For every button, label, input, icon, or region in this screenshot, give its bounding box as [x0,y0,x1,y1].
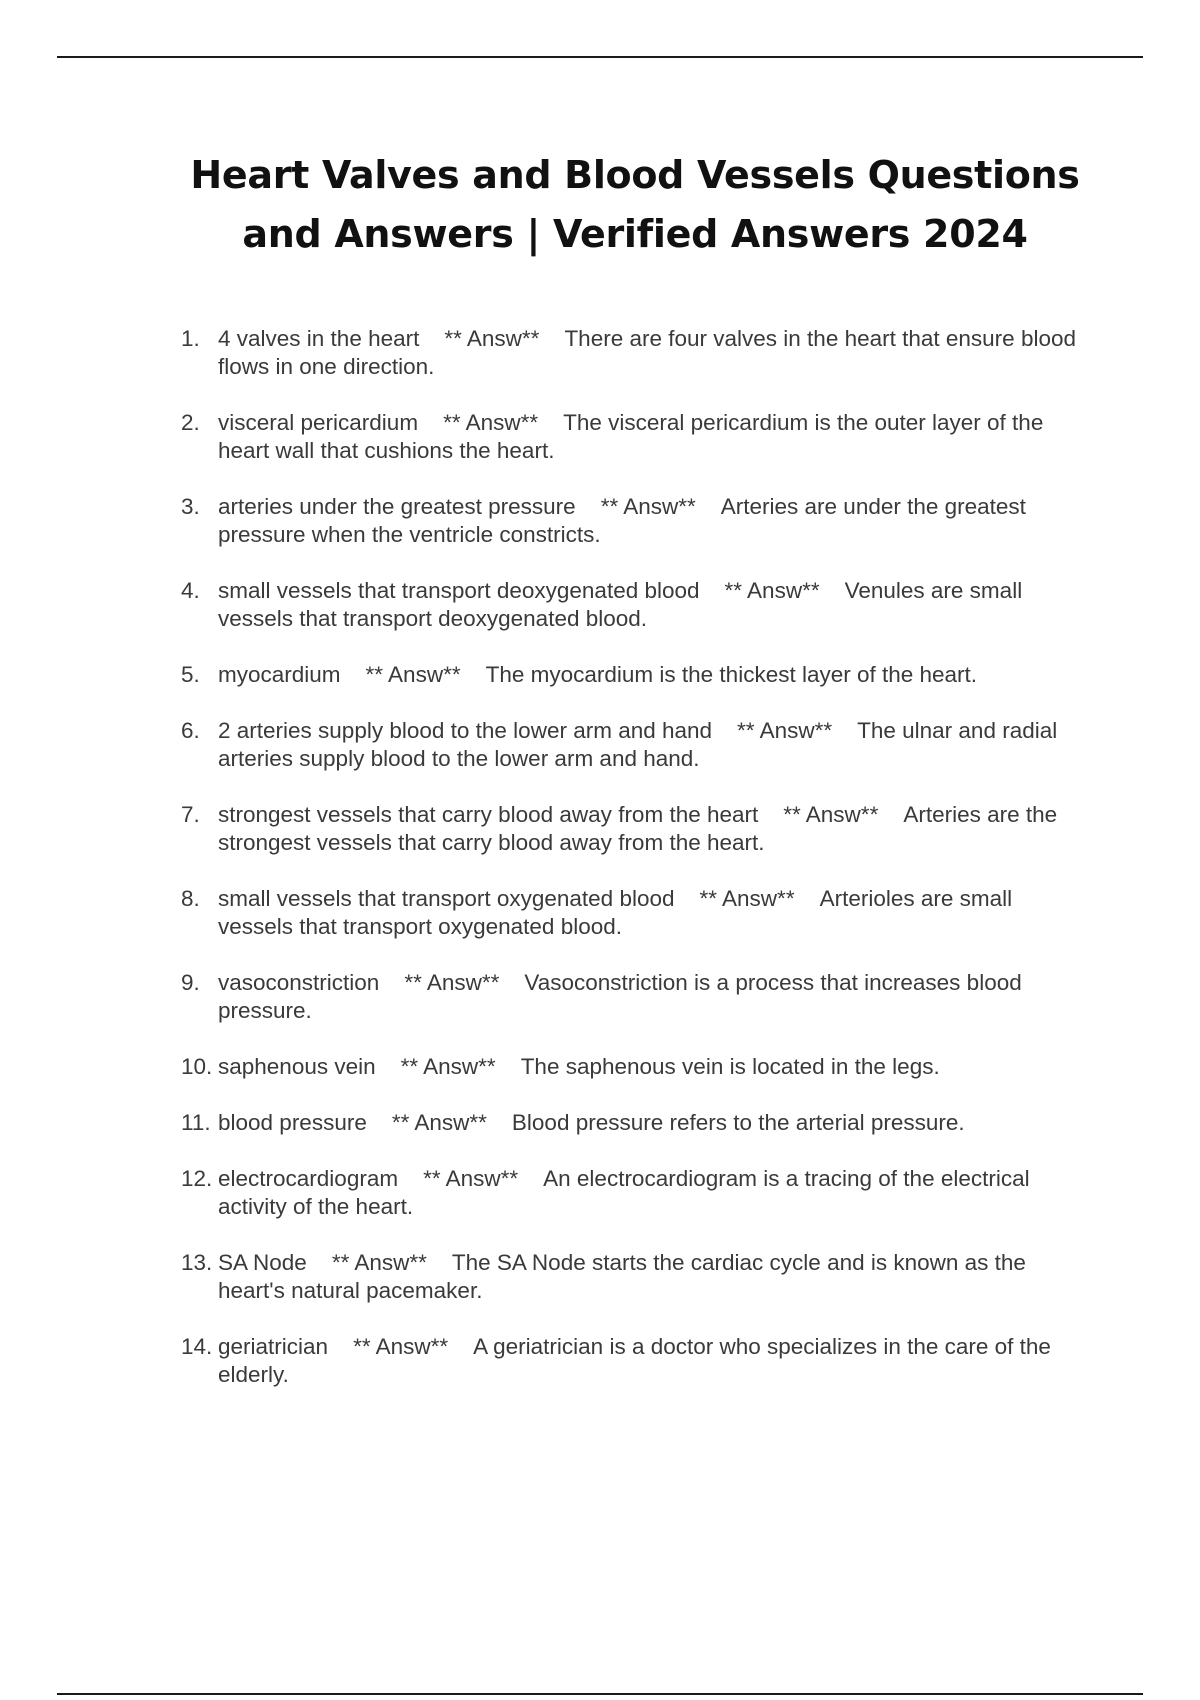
item-term: SA Node [218,1250,307,1275]
answer-separator: ** Answ** [391,1110,487,1135]
item-answer: Arterioles are small vessels that transport oxygenated blood. [218,886,1013,939]
item-answer: There are four valves in the heart that ensure blood flows in one direction. [218,326,1076,379]
item-answer: An electrocardiogram is a tracing of the electrical activity of the heart. [218,1166,1030,1219]
item-term: blood pressure [218,1110,367,1135]
item-answer: The saphenous vein is located in the legs. [520,1054,940,1079]
item-term: visceral pericardium [218,410,419,435]
item-answer: Arteries are the strongest vessels that carry blood away from the heart. [218,802,1058,855]
answer-separator: ** Answ** [404,970,500,995]
bottom-rule [57,1693,1143,1695]
qa-item-4 [0,577,1200,661]
item-answer: A geriatrician is a doctor who specializes in the care of the elderly. [218,1334,1051,1387]
answer-separator: ** Answ** [443,410,539,435]
item-answer: The visceral pericardium is the outer layer of the heart wall that cushions the heart. [218,410,1044,463]
item-number: 4. [181,578,200,603]
answer-separator: ** Answ** [423,1166,519,1191]
item-number: 12. [181,1166,213,1191]
item-answer: The SA Node starts the cardiac cycle and is known as the heart's natural pacemaker. [218,1250,1026,1303]
item-term: vasoconstriction [218,970,380,995]
item-number: 7. [181,802,200,827]
item-number: 10. [181,1054,213,1079]
qa-item-9 [0,969,1200,1053]
answer-separator: ** Answ** [600,494,696,519]
item-term: electrocardiogram [218,1166,399,1191]
item-answer: Vasoconstriction is a process that increases blood pressure. [218,970,1022,1023]
item-answer: The myocardium is the thickest layer of the heart. [485,662,978,687]
qa-item-6 [0,717,1200,801]
qa-item-1 [0,325,1200,409]
item-number: 11. [181,1110,211,1135]
top-rule [57,56,1143,58]
item-number: 1. [181,326,200,351]
qa-item-14 [0,1333,1200,1417]
item-number: 9. [181,970,200,995]
qa-item-11 [0,1109,1200,1165]
item-term: strongest vessels that carry blood away from the heart [218,802,759,827]
item-answer: Blood pressure refers to the arterial pressure. [511,1110,965,1135]
qa-item-2 [0,409,1200,493]
qa-item-7 [0,801,1200,885]
qa-item-13 [0,1249,1200,1333]
answer-separator: ** Answ** [783,802,879,827]
item-number: 2. [181,410,200,435]
item-term: arteries under the greatest pressure [218,494,576,519]
answer-separator: ** Answ** [353,1334,449,1359]
item-number: 14. [181,1334,213,1359]
qa-item-5 [0,661,1200,717]
item-number: 5. [181,662,200,687]
document-title: Heart Valves and Blood Vessels Questions and Answers | Verified Answers 2024 [190,153,1080,256]
item-number: 6. [181,718,200,743]
answer-separator: ** Answ** [400,1054,496,1079]
answer-separator: ** Answ** [331,1250,427,1275]
item-number: 13. [181,1250,213,1275]
item-term: myocardium [218,662,341,687]
item-term: small vessels that transport oxygenated blood [218,886,675,911]
item-term: 2 arteries supply blood to the lower arm and hand [218,718,713,743]
item-term: 4 valves in the heart [218,326,420,351]
answer-separator: ** Answ** [365,662,461,687]
item-answer: The ulnar and radial arteries supply blood to the lower arm and hand. [218,718,1058,771]
answer-separator: ** Answ** [699,886,795,911]
item-number: 3. [181,494,200,519]
qa-item-12 [0,1165,1200,1249]
item-answer: Arteries are under the greatest pressure when the ventricle constricts. [218,494,1026,547]
qa-list [0,325,1200,1417]
qa-item-8 [0,885,1200,969]
item-term: saphenous vein [218,1054,376,1079]
item-term: geriatrician [218,1334,329,1359]
item-answer: Venules are small vessels that transport deoxygenated blood. [218,578,1023,631]
item-number: 8. [181,886,200,911]
qa-item-10 [0,1053,1200,1109]
answer-separator: ** Answ** [444,326,540,351]
answer-separator: ** Answ** [737,718,833,743]
answer-separator: ** Answ** [724,578,820,603]
qa-item-3 [0,493,1200,577]
item-term: small vessels that transport deoxygenated blood [218,578,700,603]
